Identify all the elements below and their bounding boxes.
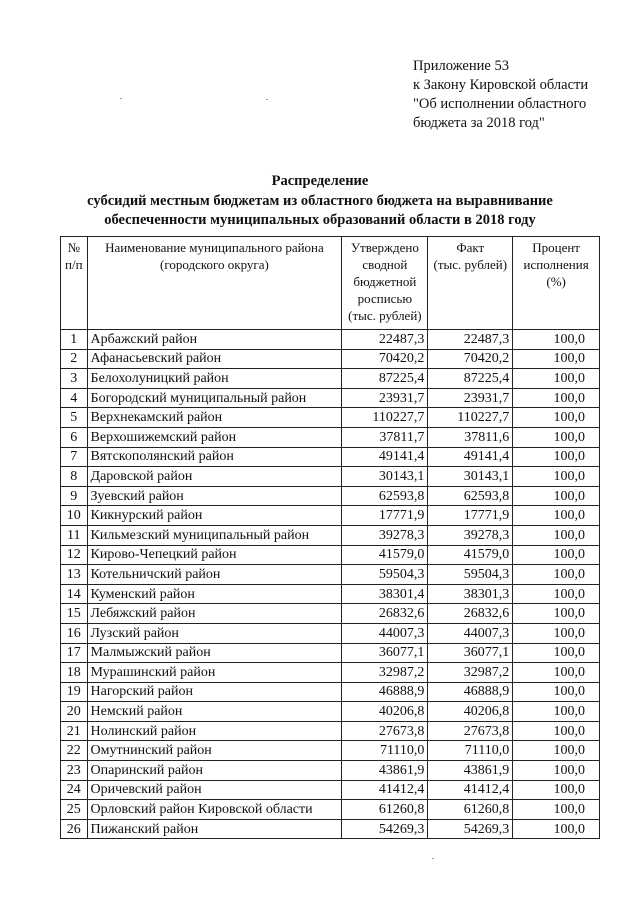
- fact-amount: 38301,3: [428, 584, 513, 604]
- fact-amount: 23931,7: [428, 388, 513, 408]
- row-number: 16: [61, 623, 88, 643]
- approved-amount: 110227,7: [342, 408, 428, 428]
- execution-percent: 100,0: [513, 369, 600, 389]
- row-number: 6: [61, 427, 88, 447]
- approved-amount: 36077,1: [342, 643, 428, 663]
- table-row: [61, 780, 600, 800]
- approved-amount: 30143,1: [342, 467, 428, 487]
- fact-amount: 87225,4: [428, 369, 513, 389]
- table-row: [61, 643, 600, 663]
- row-number: 13: [61, 565, 88, 585]
- row-number: 17: [61, 643, 88, 663]
- row-number: 2: [61, 349, 88, 369]
- approved-amount: 40206,8: [342, 702, 428, 722]
- scan-speck: [432, 858, 434, 859]
- row-number: 21: [61, 721, 88, 741]
- execution-percent: 100,0: [513, 800, 600, 820]
- fact-amount: 41412,4: [428, 780, 513, 800]
- table-row: [61, 800, 600, 820]
- approved-amount: 61260,8: [342, 800, 428, 820]
- execution-percent: 100,0: [513, 545, 600, 565]
- header-name: Наименование муниципального района (городского округа): [87, 237, 342, 330]
- subsidy-table: [60, 236, 600, 839]
- table-row: [61, 427, 600, 447]
- table-row: [61, 408, 600, 428]
- fact-amount: 26832,6: [428, 604, 513, 624]
- fact-amount: 40206,8: [428, 702, 513, 722]
- approved-amount: 17771,9: [342, 506, 428, 526]
- execution-percent: 100,0: [513, 330, 600, 350]
- fact-amount: 71110,0: [428, 741, 513, 761]
- approved-amount: 62593,8: [342, 486, 428, 506]
- fact-amount: 54269,3: [428, 819, 513, 839]
- header-fact: Факт (тыс. рублей): [428, 237, 513, 330]
- district-name: Кильмезский муниципальный район: [87, 525, 342, 545]
- row-number: 18: [61, 663, 88, 683]
- row-number: 19: [61, 682, 88, 702]
- fact-amount: 61260,8: [428, 800, 513, 820]
- row-number: 11: [61, 525, 88, 545]
- appendix-line: к Закону Кировской области: [413, 77, 589, 93]
- title-line: Распределение: [271, 173, 369, 189]
- district-name: Орловский район Кировской области: [87, 800, 342, 820]
- approved-amount: 23931,7: [342, 388, 428, 408]
- district-name: Белохолуницкий район: [87, 369, 342, 389]
- row-number: 1: [61, 330, 88, 350]
- fact-amount: 43861,9: [428, 761, 513, 781]
- row-number: 22: [61, 741, 88, 761]
- execution-percent: 100,0: [513, 565, 600, 585]
- district-name: Вятскополянский район: [87, 447, 342, 467]
- approved-amount: 39278,3: [342, 525, 428, 545]
- district-name: Малмыжский район: [87, 643, 342, 663]
- row-number: 3: [61, 369, 88, 389]
- approved-amount: 41412,4: [342, 780, 428, 800]
- table-row: [61, 506, 600, 526]
- table-row: [61, 565, 600, 585]
- execution-percent: 100,0: [513, 623, 600, 643]
- execution-percent: 100,0: [513, 408, 600, 428]
- table-row: [61, 486, 600, 506]
- fact-amount: 70420,2: [428, 349, 513, 369]
- approved-amount: 59504,3: [342, 565, 428, 585]
- execution-percent: 100,0: [513, 643, 600, 663]
- approved-amount: 22487,3: [342, 330, 428, 350]
- district-name: Верхошижемский район: [87, 427, 342, 447]
- header-percent: Процент исполнения (%): [513, 237, 600, 330]
- fact-amount: 39278,3: [428, 525, 513, 545]
- district-name: Опаринский район: [87, 761, 342, 781]
- table-row: [61, 545, 600, 565]
- fact-amount: 44007,3: [428, 623, 513, 643]
- table-row: [61, 369, 600, 389]
- approved-amount: 43861,9: [342, 761, 428, 781]
- execution-percent: 100,0: [513, 702, 600, 722]
- fact-amount: 32987,2: [428, 663, 513, 683]
- header-approved: Утверждено сводной бюджетной росписью (тыс. рублей): [342, 237, 428, 330]
- approved-amount: 41579,0: [342, 545, 428, 565]
- execution-percent: 100,0: [513, 467, 600, 487]
- table-header-row: [61, 237, 600, 330]
- appendix-line: "Об исполнении областного: [413, 96, 587, 112]
- approved-amount: 26832,6: [342, 604, 428, 624]
- district-name: Кирово-Чепецкий район: [87, 545, 342, 565]
- table-row: [61, 467, 600, 487]
- approved-amount: 87225,4: [342, 369, 428, 389]
- execution-percent: 100,0: [513, 506, 600, 526]
- fact-amount: 22487,3: [428, 330, 513, 350]
- district-name: Верхнекамский район: [87, 408, 342, 428]
- approved-amount: 54269,3: [342, 819, 428, 839]
- fact-amount: 59504,3: [428, 565, 513, 585]
- fact-amount: 110227,7: [428, 408, 513, 428]
- fact-amount: 62593,8: [428, 486, 513, 506]
- table-row: [61, 663, 600, 683]
- table-row: [61, 721, 600, 741]
- row-number: 9: [61, 486, 88, 506]
- execution-percent: 100,0: [513, 604, 600, 624]
- table-row: [61, 623, 600, 643]
- execution-percent: 100,0: [513, 761, 600, 781]
- table-row: [61, 584, 600, 604]
- table-row: [61, 447, 600, 467]
- district-name: Афанасьевский район: [87, 349, 342, 369]
- fact-amount: 36077,1: [428, 643, 513, 663]
- execution-percent: 100,0: [513, 525, 600, 545]
- execution-percent: 100,0: [513, 388, 600, 408]
- row-number: 7: [61, 447, 88, 467]
- approved-amount: 70420,2: [342, 349, 428, 369]
- table-row: [61, 330, 600, 350]
- title-line: обеспеченности муниципальных образований области в 2018 году: [104, 212, 536, 228]
- table-row: [61, 349, 600, 369]
- execution-percent: 100,0: [513, 349, 600, 369]
- table-row: [61, 819, 600, 839]
- row-number: 23: [61, 761, 88, 781]
- district-name: Котельничский район: [87, 565, 342, 585]
- fact-amount: 17771,9: [428, 506, 513, 526]
- fact-amount: 46888,9: [428, 682, 513, 702]
- district-name: Даровской район: [87, 467, 342, 487]
- approved-amount: 71110,0: [342, 741, 428, 761]
- table-row: [61, 525, 600, 545]
- district-name: Лебяжский район: [87, 604, 342, 624]
- execution-percent: 100,0: [513, 741, 600, 761]
- fact-amount: 49141,4: [428, 447, 513, 467]
- execution-percent: 100,0: [513, 447, 600, 467]
- execution-percent: 100,0: [513, 663, 600, 683]
- row-number: 20: [61, 702, 88, 722]
- row-number: 4: [61, 388, 88, 408]
- table-row: [61, 388, 600, 408]
- row-number: 14: [61, 584, 88, 604]
- fact-amount: 30143,1: [428, 467, 513, 487]
- table-row: [61, 604, 600, 624]
- fact-amount: 37811,6: [428, 427, 513, 447]
- execution-percent: 100,0: [513, 427, 600, 447]
- table-row: [61, 761, 600, 781]
- header-num: № п/п: [61, 237, 88, 330]
- row-number: 5: [61, 408, 88, 428]
- table-row: [61, 702, 600, 722]
- table-row: [61, 682, 600, 702]
- district-name: Кикнурский район: [87, 506, 342, 526]
- table-row: [61, 741, 600, 761]
- execution-percent: 100,0: [513, 584, 600, 604]
- district-name: Нолинский район: [87, 721, 342, 741]
- row-number: 26: [61, 819, 88, 839]
- execution-percent: 100,0: [513, 721, 600, 741]
- scan-speck: [266, 99, 268, 100]
- district-name: Оричевский район: [87, 780, 342, 800]
- row-number: 10: [61, 506, 88, 526]
- row-number: 15: [61, 604, 88, 624]
- district-name: Мурашинский район: [87, 663, 342, 683]
- district-name: Лузский район: [87, 623, 342, 643]
- appendix-note: [413, 57, 588, 133]
- district-name: Нагорский район: [87, 682, 342, 702]
- approved-amount: 32987,2: [342, 663, 428, 683]
- district-name: Зуевский район: [87, 486, 342, 506]
- appendix-line: Приложение 53: [413, 58, 509, 74]
- title-line: субсидий местным бюджетам из областного бюджета на выравнивание: [87, 192, 553, 209]
- approved-amount: 37811,7: [342, 427, 428, 447]
- document-title: [0, 172, 640, 231]
- district-name: Омутнинский район: [87, 741, 342, 761]
- approved-amount: 38301,4: [342, 584, 428, 604]
- district-name: Немский район: [87, 702, 342, 722]
- appendix-line: бюджета за 2018 год": [413, 115, 545, 131]
- execution-percent: 100,0: [513, 486, 600, 506]
- execution-percent: 100,0: [513, 682, 600, 702]
- row-number: 25: [61, 800, 88, 820]
- fact-amount: 27673,8: [428, 721, 513, 741]
- execution-percent: 100,0: [513, 819, 600, 839]
- approved-amount: 44007,3: [342, 623, 428, 643]
- fact-amount: 41579,0: [428, 545, 513, 565]
- district-name: Пижанский район: [87, 819, 342, 839]
- scan-speck: [120, 98, 122, 99]
- approved-amount: 46888,9: [342, 682, 428, 702]
- district-name: Куменский район: [87, 584, 342, 604]
- approved-amount: 27673,8: [342, 721, 428, 741]
- row-number: 8: [61, 467, 88, 487]
- district-name: Богородский муниципальный район: [87, 388, 342, 408]
- approved-amount: 49141,4: [342, 447, 428, 467]
- row-number: 12: [61, 545, 88, 565]
- row-number: 24: [61, 780, 88, 800]
- district-name: Арбажский район: [87, 330, 342, 350]
- table-body: [61, 330, 600, 839]
- execution-percent: 100,0: [513, 780, 600, 800]
